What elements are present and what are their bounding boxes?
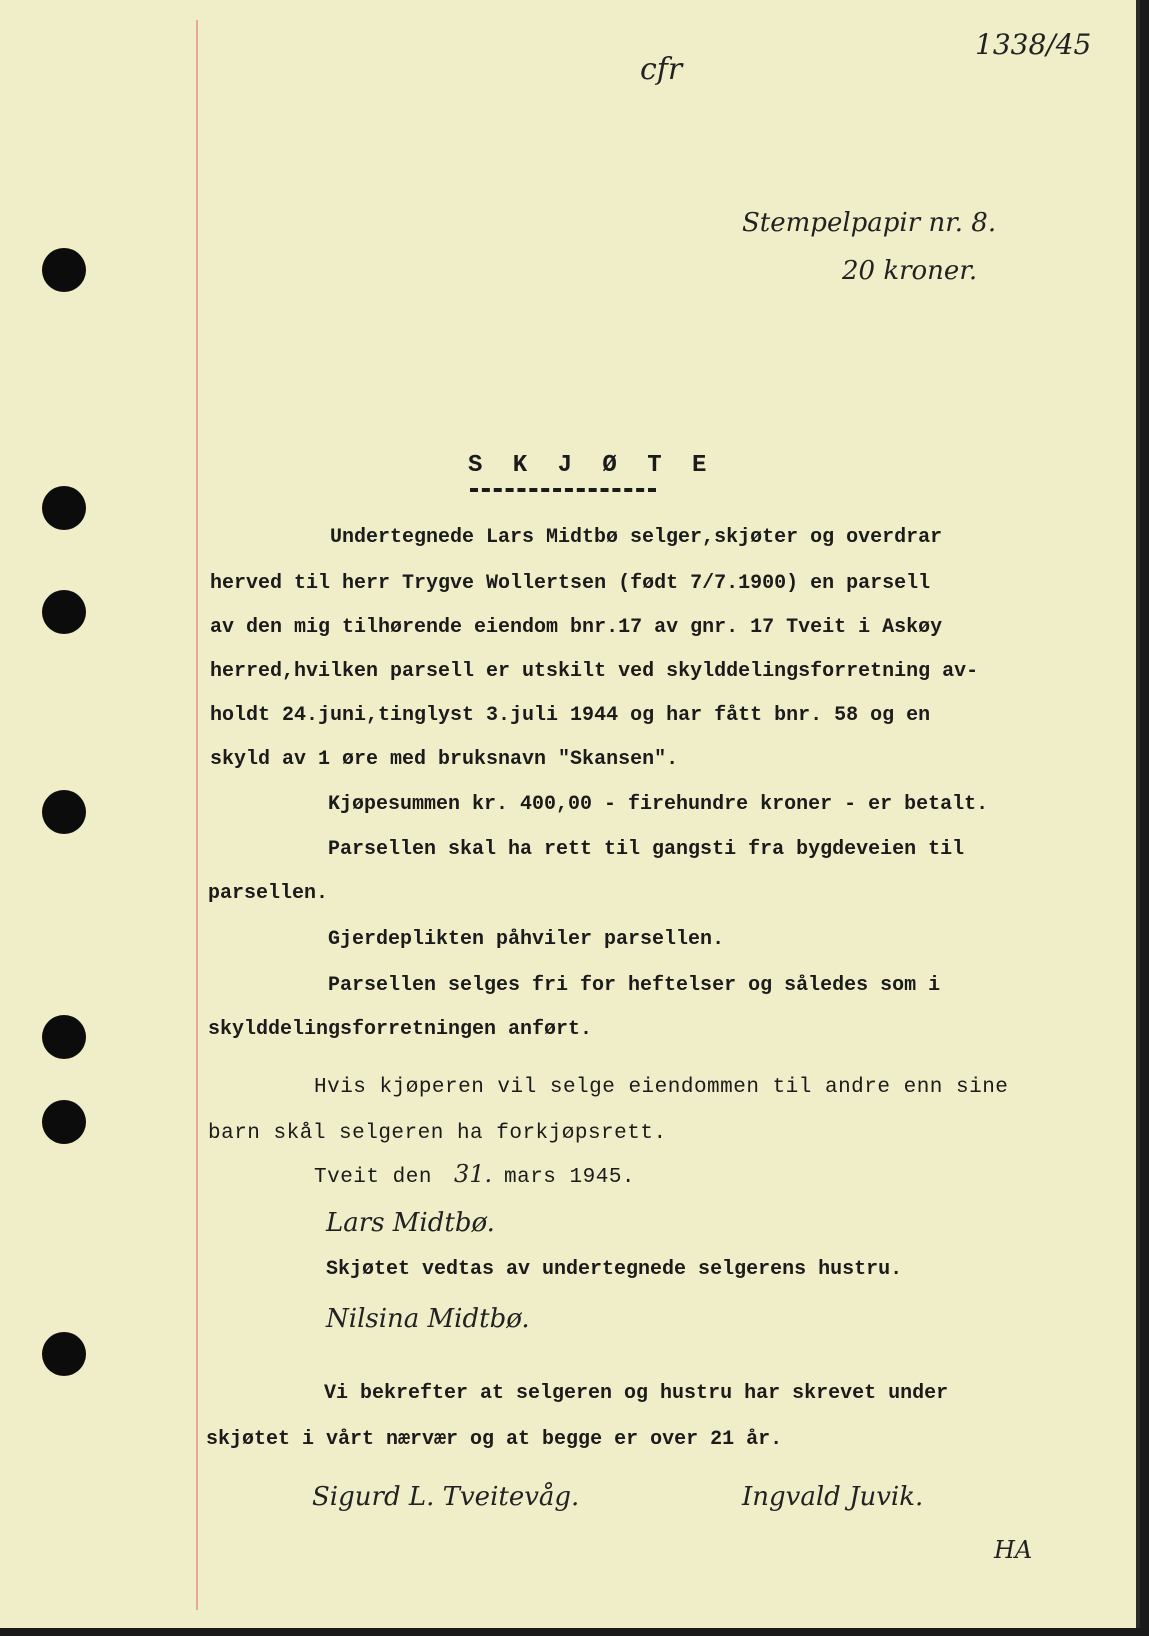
paragraph4: Gjerdeplikten påhviler parsellen. bbox=[328, 928, 725, 951]
witness-statement-line2: skjøtet i vårt nærvær og at begge er over 21 år. bbox=[206, 1428, 783, 1451]
paragraph3-line1: Parsellen skal ha rett til gangsti fra bygdeveien til bbox=[328, 838, 965, 861]
punch-hole bbox=[42, 790, 86, 834]
bottom-initials: HA bbox=[994, 1536, 1033, 1564]
paragraph1-line1: Undertegnede Lars Midtbø selger,skjøter og overdrar bbox=[330, 526, 943, 549]
document-title: S K J Ø T E bbox=[468, 452, 715, 479]
punch-hole bbox=[42, 1015, 86, 1059]
seller-signature: Lars Midtbø. bbox=[326, 1208, 495, 1238]
punch-hole bbox=[42, 1332, 86, 1376]
margin-line bbox=[196, 20, 198, 1610]
paragraph1-line5: holdt 24.juni,tinglyst 3.juli 1944 og har fått bnr. 58 og en bbox=[210, 704, 931, 727]
punch-hole bbox=[42, 1100, 86, 1144]
punch-hole bbox=[42, 486, 86, 530]
initials-top: cfr bbox=[640, 52, 683, 87]
paragraph1-line4: herred,hvilken parsell er utskilt ved skylddelingsforretning av- bbox=[210, 660, 979, 683]
witness1-signature: Sigurd L. Tveitevåg. bbox=[312, 1482, 580, 1512]
title-underline bbox=[470, 488, 656, 492]
date-line-suffix: mars 1945. bbox=[504, 1166, 636, 1189]
date-day: 31. bbox=[454, 1160, 493, 1188]
paragraph1-line6: skyld av 1 øre med bruksnavn "Skansen". bbox=[210, 748, 679, 771]
paragraph6-line2: barn skål selgeren ha forkjøpsrett. bbox=[208, 1122, 667, 1145]
faded-stamp bbox=[820, 50, 950, 68]
paragraph3-line2: parsellen. bbox=[208, 882, 329, 905]
paragraph1-line3: av den mig tilhørende eiendom bnr.17 av gnr. 17 Tveit i Askøy bbox=[210, 616, 943, 639]
stamp-paper-line1: Stempelpapir nr. 8. bbox=[742, 208, 997, 238]
witness-statement-line1: Vi bekrefter at selgeren og hustru har skrevet under bbox=[324, 1382, 949, 1405]
stamp-paper-line2: 20 kroner. bbox=[842, 256, 978, 286]
reference-number: 1338/45 bbox=[975, 28, 1092, 61]
punch-hole bbox=[42, 248, 86, 292]
date-line-prefix: Tveit den bbox=[314, 1166, 432, 1189]
acceptance-statement: Skjøtet vedtas av undertegnede selgerens hustru. bbox=[326, 1258, 903, 1281]
paragraph5-line1: Parsellen selges fri for heftelser og således som i bbox=[328, 974, 941, 997]
paragraph1-line2: herved til herr Trygve Wollertsen (født 7/7.1900) en parsell bbox=[210, 572, 931, 595]
punch-hole bbox=[42, 590, 86, 634]
paragraph6-line1: Hvis kjøperen vil selge eiendommen til andre enn sine bbox=[314, 1076, 1009, 1099]
wife-signature: Nilsina Midtbø. bbox=[326, 1304, 530, 1334]
paragraph2: Kjøpesummen kr. 400,00 - firehundre kroner - er betalt. bbox=[328, 793, 989, 816]
witness2-signature: Ingvald Juvik. bbox=[742, 1482, 924, 1512]
paragraph5-line2: skylddelingsforretningen anført. bbox=[208, 1018, 593, 1041]
